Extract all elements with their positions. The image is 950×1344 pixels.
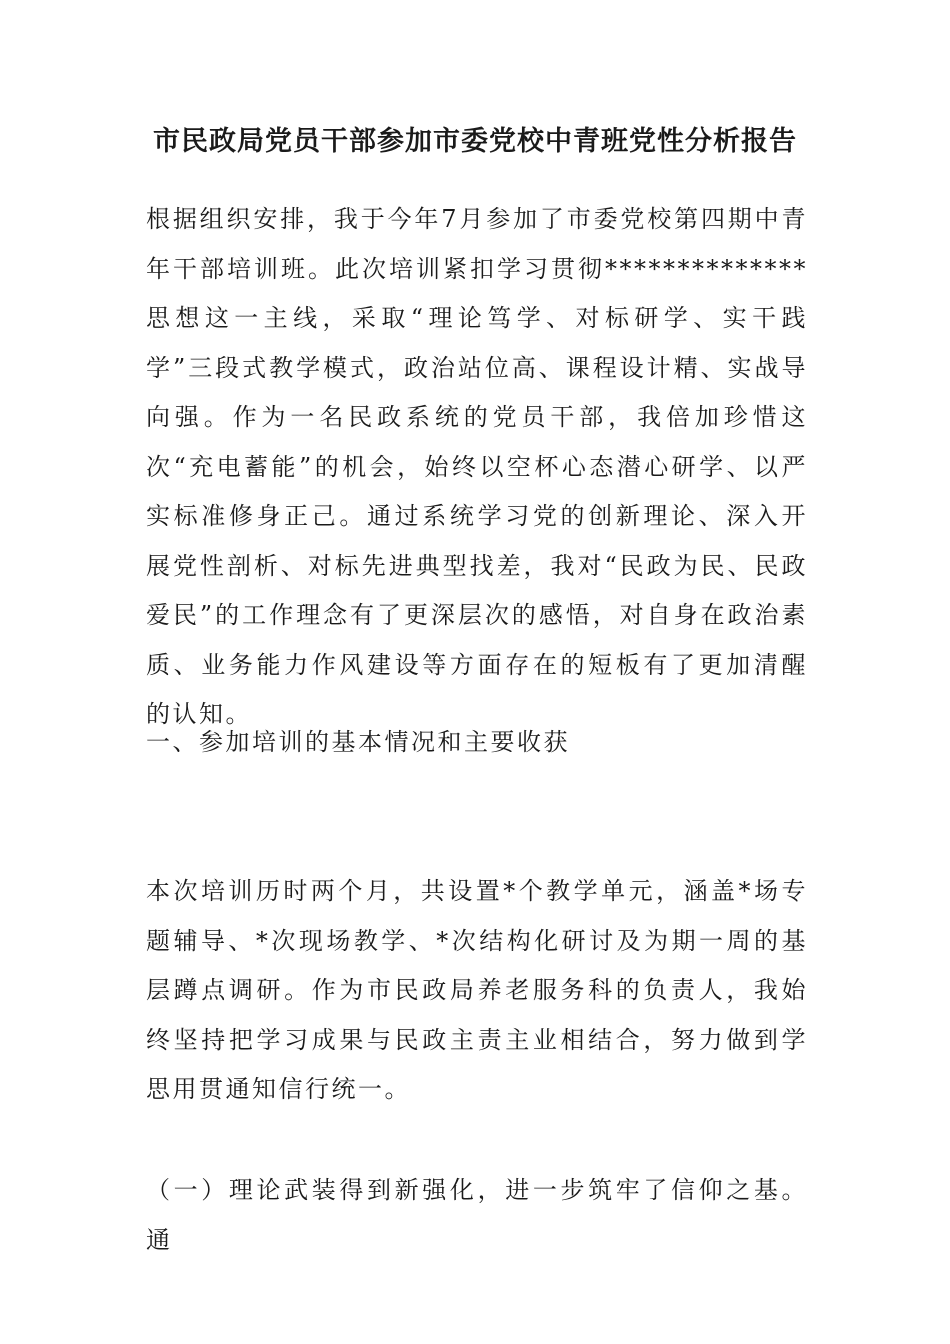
subsection-paragraph: （一）理论武装得到新强化，进一步筑牢了信仰之基。通 [146,1176,808,1254]
section-heading: 一、参加培训的基本情况和主要收获 [146,728,570,756]
body-paragraph: 本次培训历时两个月，共设置*个教学单元，涵盖*场专题辅导、*次现场教学、*次结构化研讨及为期一周的基层蹲点调研。作为市民政局养老服务科的负责人，我始终坚持把学习成果与民政主责主业相结合，努力做到学思用贯通知信行统一。 [146,877,808,1103]
document-title: 市民政局党员干部参加市委党校中青班党性分析报告 [153,126,797,157]
intro-paragraph: 根据组织安排，我于今年7月参加了市委党校第四期中青年干部培训班。此次培训紧扣学习贯彻**************思想这一主线，采取“理论笃学、对标研学、实干践学”三段式教学模式，政治站位高、课程设计精、实战导向强。作为一名民政系统的党员干部，我倍加珍惜这次“充电蓄能”的机会，始终以空杯心态潜心研学、以严实标准修身正己。通过系统学习党的创新理论、深入开展党性剖析、对标先进典型找差，我对“民政为民、民政爱民”的工作理念有了更深层次的感悟，对自身在政治素质、业务能力作风建设等方面存在的短板有了更加清醒的认知。 [146,205,808,728]
